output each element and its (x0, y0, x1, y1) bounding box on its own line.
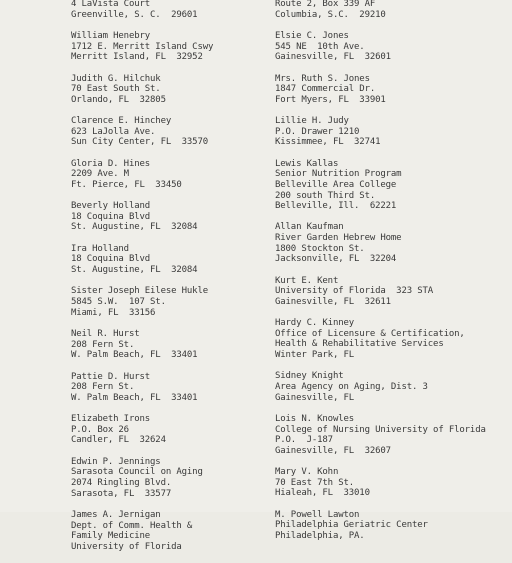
address-entry (275, 510, 512, 542)
address-entry (71, 31, 261, 63)
address-entry (275, 31, 512, 63)
entry-line: Gainesville, FL (275, 392, 355, 403)
entry-line: Senior Nutrition Program (275, 169, 402, 180)
entry-line: W. Palm Beach, FL 33401 (71, 392, 198, 403)
entry-first-line: Ira Holland (71, 243, 129, 254)
entry-first-line: Clarence E. Hinchey (71, 116, 172, 127)
entry-first-line: Lois N. Knowles (275, 413, 355, 424)
entry-first-line: Elizabeth Irons (71, 414, 151, 425)
entry-first-line: Neil R. Hurst (71, 329, 140, 340)
entry-line: Sun City Center, FL 33570 (71, 137, 208, 148)
entry-first-line: James A. Jernigan (71, 509, 161, 520)
entry-line: 623 LaJolla Ave. (71, 126, 156, 137)
entry-line: P.O. Drawer 1210 (275, 126, 360, 137)
entry-line: P.O. J-187 (275, 435, 333, 446)
entry-line: Jacksonville, FL 32204 (275, 254, 397, 265)
entry-line: P.O. Box 26 (71, 424, 129, 435)
entry-line: Gainesville, FL 32611 (275, 296, 391, 307)
entry-line: Columbia, S.C. 29210 (275, 9, 386, 20)
entry-line: Winter Park, FL (275, 350, 355, 361)
address-entry (275, 414, 512, 456)
address-entry (275, 318, 512, 360)
entry-line: Kissimmee, FL 32741 (275, 137, 381, 148)
entry-first-line: Route 2, Box 339 AF (275, 0, 376, 9)
entry-line: 2074 Ringling Blvd. (71, 477, 172, 488)
entry-line: Fort Myers, FL 33901 (275, 94, 386, 105)
address-entry (71, 414, 261, 446)
address-entry (71, 159, 261, 191)
entry-line: Dept. of Comm. Health & (71, 520, 193, 531)
entry-first-line: Sister Joseph Eilese Hukle (71, 286, 208, 297)
entry-first-line: Allan Kaufman (275, 222, 344, 233)
address-entry (71, 510, 261, 552)
entry-first-line: Judith G. Hilchuk (71, 73, 161, 84)
entry-first-line: Kurt E. Kent (275, 275, 339, 286)
entry-line: 70 East South St. (71, 84, 161, 95)
entry-line: 70 East 7th St. (275, 477, 355, 488)
address-entry (275, 371, 512, 403)
entry-line: Ft. Pierce, FL 33450 (71, 179, 182, 190)
entry-line: Philadelphia, PA. (275, 530, 365, 541)
entry-line: 2209 Ave. M (71, 169, 129, 180)
entry-line: Sarasota Council on Aging (71, 467, 203, 478)
entry-first-line: Lillie H. Judy (275, 116, 349, 127)
address-entry (275, 74, 512, 106)
entry-first-line: Pattie D. Hurst (71, 371, 151, 382)
address-entry (71, 116, 261, 148)
entry-line: University of Florida 323 STA (275, 286, 434, 297)
entry-first-line: William Henebry (71, 30, 151, 41)
entry-line: Gainesville, FL 32601 (275, 52, 391, 63)
entry-line: Greenville, S. C. 29601 (71, 9, 198, 20)
address-entry (71, 286, 261, 318)
entry-first-line: Gloria D. Hines (71, 158, 151, 169)
entry-line: Sarasota, FL 33577 (71, 488, 172, 499)
entry-line: 545 NE 10th Ave. (275, 41, 365, 52)
entry-line: St. Augustine, FL 32084 (71, 222, 198, 233)
address-entry (71, 329, 261, 361)
entry-line: Orlando, FL 32805 (71, 94, 166, 105)
entry-line: Merritt Island, FL 32952 (71, 52, 203, 63)
entry-first-line: M. Powell Lawton (275, 509, 360, 520)
entry-first-line: Hardy C. Kinney (275, 318, 355, 329)
address-entry (275, 222, 512, 264)
entry-line: 200 south Third St. (275, 190, 376, 201)
entry-line: Family Medicine (71, 531, 151, 542)
address-entry (275, 467, 512, 499)
entry-line: 208 Fern St. (71, 382, 135, 393)
entry-first-line: Lewis Kallas (275, 158, 339, 169)
address-entry (71, 74, 261, 106)
entry-line: Miami, FL 33156 (71, 307, 156, 318)
address-entry (71, 244, 261, 276)
entry-line: 1847 Commercial Dr. (275, 84, 376, 95)
entry-first-line: Mrs. Ruth S. Jones (275, 73, 370, 84)
entry-line: W. Palm Beach, FL 33401 (71, 350, 198, 361)
entry-line: University of Florida (71, 541, 182, 552)
entry-first-line: 4 LaVista Court (71, 0, 151, 9)
address-entry (71, 457, 261, 499)
entry-first-line: Mary V. Kohn (275, 467, 339, 478)
entry-line: 18 Coquina Blvd (71, 254, 151, 265)
entry-first-line: Sidney Knight (275, 371, 344, 382)
address-column-right (275, 0, 512, 552)
entry-first-line: Beverly Holland (71, 201, 151, 212)
address-entry (71, 372, 261, 404)
address-entry (275, 116, 512, 148)
entry-line: 208 Fern St. (71, 339, 135, 350)
entry-first-line: Edwin P. Jennings (71, 456, 161, 467)
entry-line: Area Agency on Aging, Dist. 3 (275, 382, 428, 392)
entry-first-line: Elsie C. Jones (275, 30, 349, 41)
entry-line: College of Nursing University of Florida (275, 424, 486, 435)
entry-line: Gainesville, FL 32607 (275, 445, 391, 456)
address-entry (71, 201, 261, 233)
entry-line: Philadelphia Geriatric Center (275, 520, 428, 531)
entry-line: Hialeah, FL 33010 (275, 488, 370, 499)
address-column-left (71, 0, 261, 563)
entry-line: 1800 Stockton St. (275, 243, 365, 254)
entry-line: River Garden Hebrew Home (275, 233, 402, 244)
entry-line: 1712 E. Merritt Island Cswy (71, 41, 214, 52)
entry-line: Health & Rehabilitative Services (275, 339, 444, 350)
entry-line: St. Augustine, FL 32084 (71, 265, 198, 276)
address-entry (71, 0, 261, 20)
entry-line: Office of Licensure & Certification, (275, 328, 465, 339)
address-entry (275, 159, 512, 212)
entry-line: 5845 S.W. 107 St. (71, 297, 166, 308)
entry-line: Belleville Area College (275, 179, 397, 190)
entry-line: Belleville, Ill. 62221 (275, 201, 397, 212)
entry-line: Candler, FL 32624 (71, 435, 166, 446)
address-entry (275, 0, 512, 20)
address-entry (275, 276, 512, 308)
entry-line: 18 Coquina Blvd (71, 211, 151, 222)
